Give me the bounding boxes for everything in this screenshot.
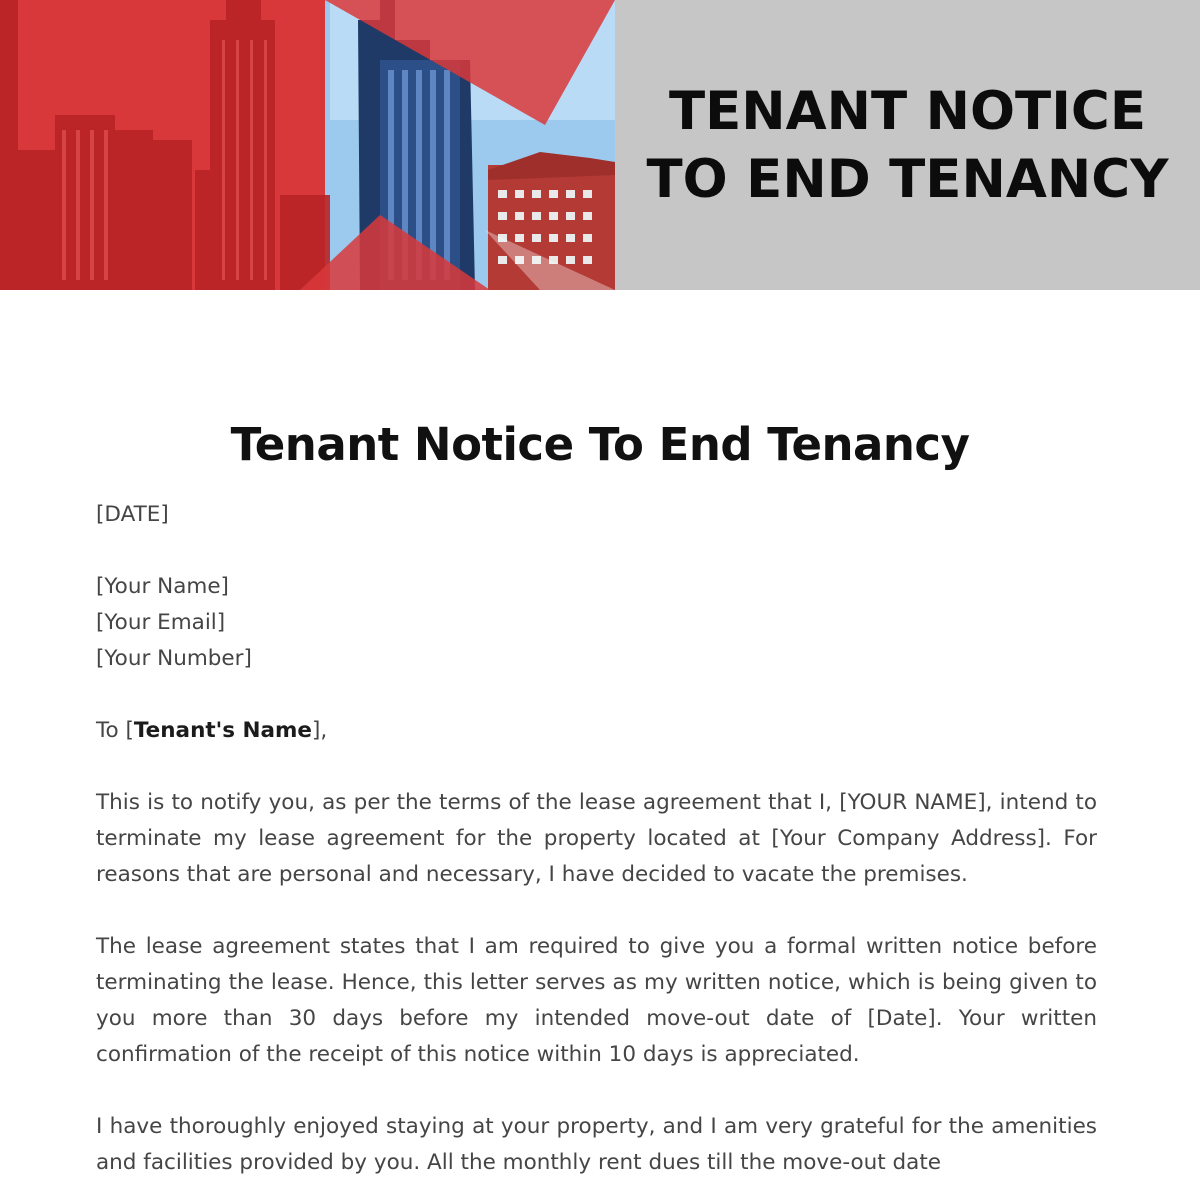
greeting-prefix: To [: [96, 718, 134, 743]
document-title: Tenant Notice To End Tenancy: [230, 418, 970, 471]
banner-title-panel: [615, 0, 1200, 290]
banner-title-line-2: TO END TENANCY: [646, 149, 1169, 210]
banner-title: [615, 78, 1200, 214]
paragraph-1: This is to notify you, as per the terms of the lease agreement that I, [YOUR NAME], intend to terminate my lease agreement for the property located at [Your Company Address]. For reasons that are personal and necessary, I have decided to vacate the premises.: [96, 790, 1097, 887]
paragraph-3: I have thoroughly enjoyed staying at your property, and I am very grateful for the amenities and facilities provided by you. All the monthly rent dues till the move-out date: [96, 1114, 1097, 1175]
sender-number: [Your Number]: [96, 646, 252, 671]
city-skyline-image: [0, 0, 615, 290]
header-banner: [0, 0, 1200, 290]
sender-name: [Your Name]: [96, 574, 229, 599]
paragraph-2: The lease agreement states that I am required to give you a formal written notice before terminating the lease. Hence, this letter serves as my written notice, which is being given to you more than 30 days before my intended move-out date of [Date]. Your written confirmation of the receipt of this notice within 10 days is appreciated.: [96, 934, 1097, 1067]
greeting-recipient: Tenant's Name: [133, 718, 313, 743]
banner-title-line-1: TENANT NOTICE: [668, 81, 1147, 142]
letter-body: [96, 497, 1097, 1181]
sender-email: [Your Email]: [96, 610, 226, 635]
greeting-suffix: ],: [312, 718, 328, 743]
date-placeholder: [DATE]: [96, 502, 169, 527]
greeting: [96, 713, 1097, 749]
